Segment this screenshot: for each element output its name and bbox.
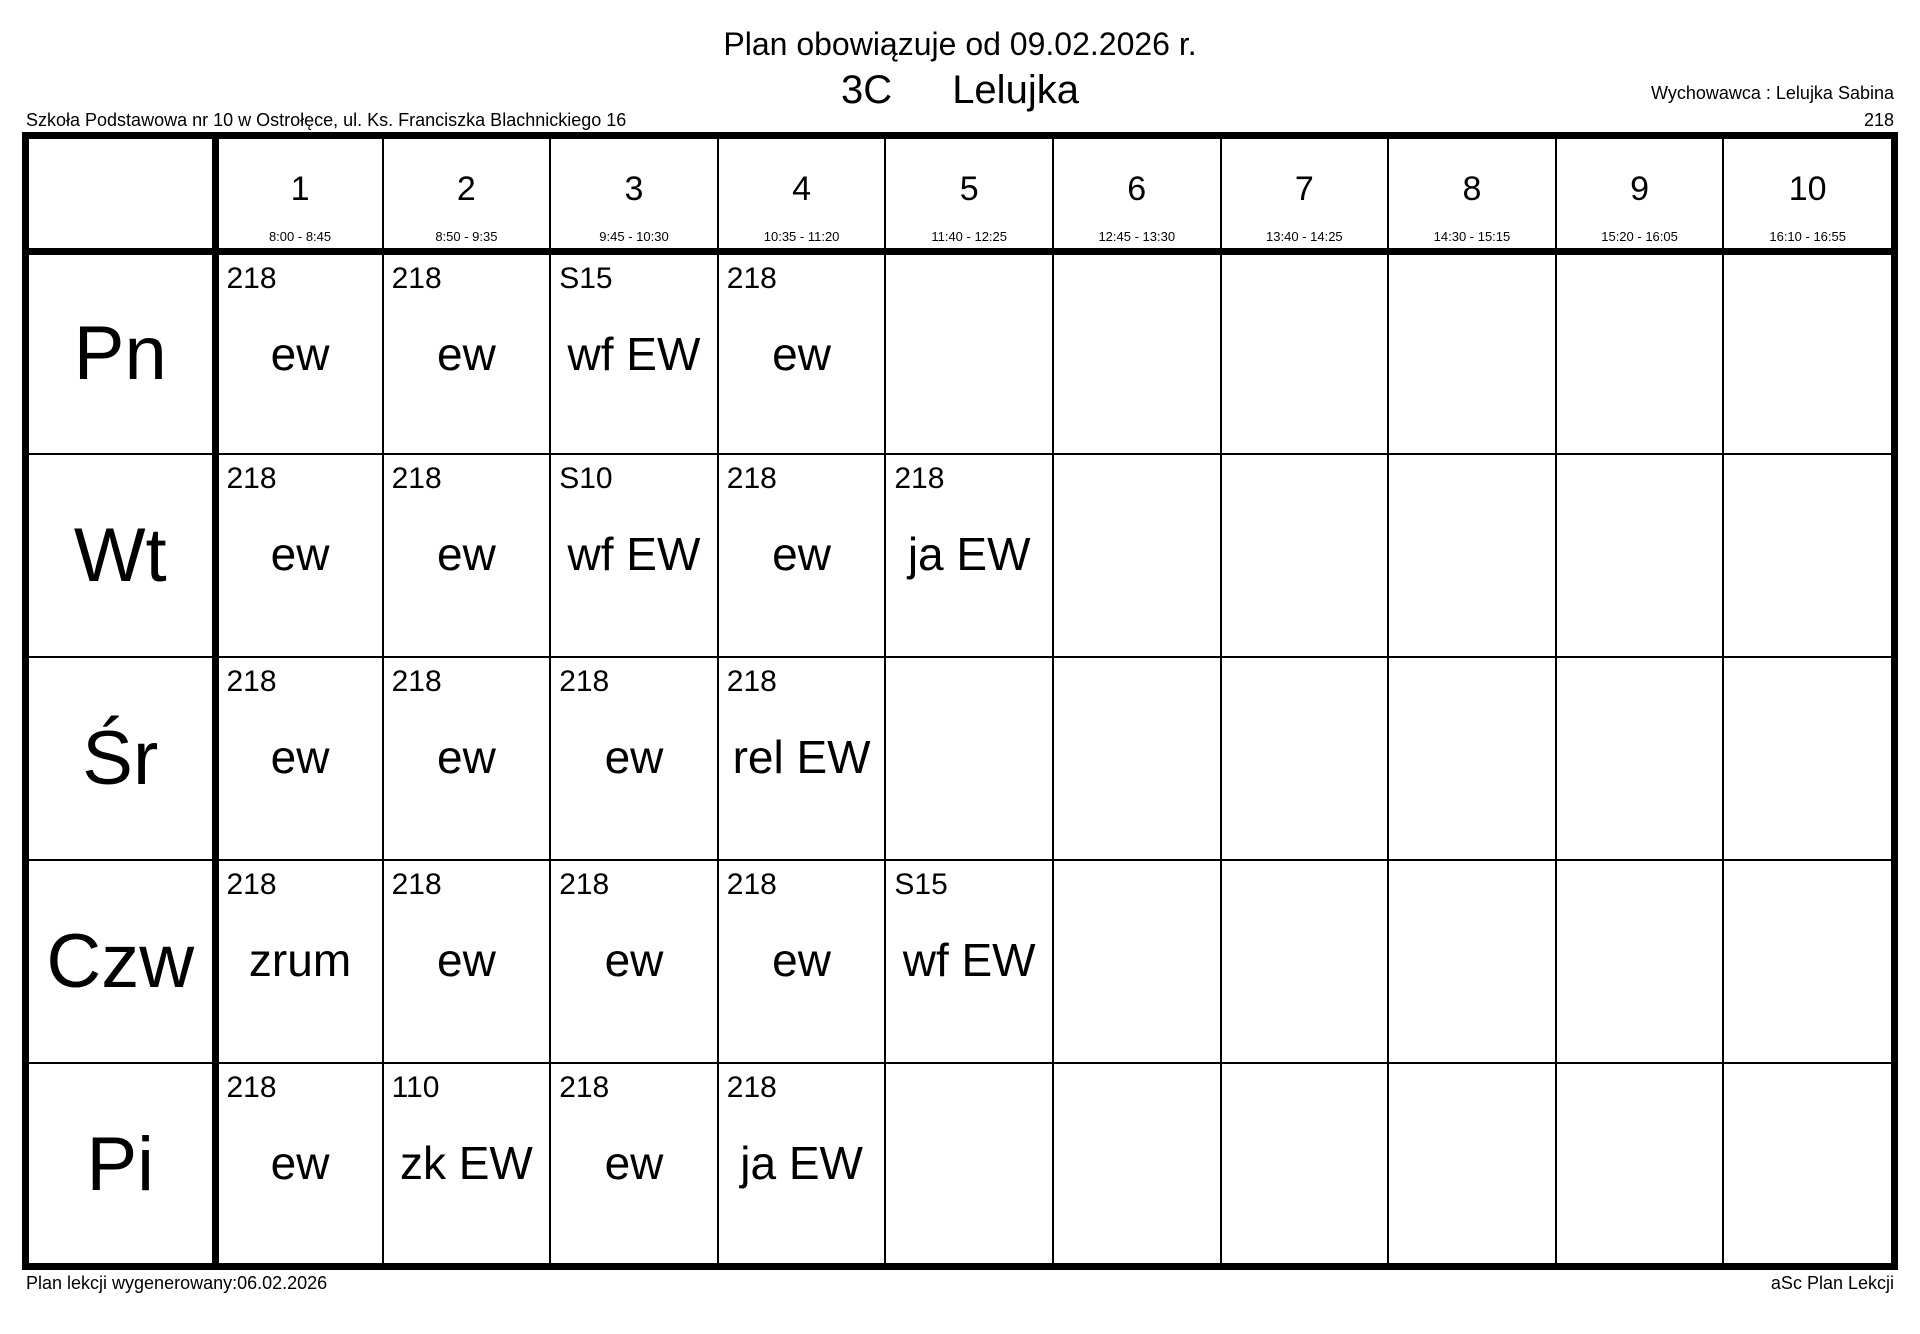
period-header [1388, 139, 1556, 251]
lesson-room: 218 [226, 665, 277, 698]
lesson-subject: ew [270, 327, 330, 380]
lesson-cell [885, 1063, 1053, 1266]
lesson-cell [1053, 860, 1221, 1063]
lesson-cell [1388, 657, 1556, 860]
period-header [885, 139, 1053, 251]
lesson-room: 218 [559, 1071, 610, 1104]
lesson-room: 218 [226, 868, 277, 901]
lesson-subject: ew [604, 934, 664, 986]
plan-title: Plan obowiązuje od 09.02.2026 r. [723, 26, 1197, 62]
lesson-room: 110 [391, 1071, 440, 1104]
lesson-cell [1221, 860, 1389, 1063]
lesson-room: 218 [726, 261, 777, 295]
day-row [29, 454, 1891, 657]
period-time: 15:20 - 16:05 [1601, 229, 1678, 244]
lesson-cell [383, 1063, 551, 1266]
period-header [718, 139, 886, 251]
lesson-cell [1723, 657, 1891, 860]
lesson-cell [1723, 860, 1891, 1063]
lesson-room: 218 [391, 462, 442, 495]
lesson-room: 218 [894, 462, 945, 495]
period-time: 9:45 - 10:30 [599, 229, 669, 244]
lesson-cell [718, 251, 886, 454]
lesson-room: 218 [559, 665, 610, 698]
period-header [1723, 139, 1891, 251]
lesson-cell [1556, 454, 1724, 657]
period-number: 10 [1788, 170, 1827, 208]
day-name: Wt [73, 512, 167, 598]
period-header [1221, 139, 1389, 251]
lesson-cell [718, 860, 886, 1063]
period-header [1556, 139, 1724, 251]
lesson-room: 218 [226, 462, 277, 495]
period-number: 3 [624, 170, 644, 208]
lesson-cell [1053, 657, 1221, 860]
timetable-grid [22, 132, 1898, 1270]
period-time: 8:00 - 8:45 [268, 229, 332, 244]
lesson-cell [1723, 454, 1891, 657]
lesson-cell [718, 454, 886, 657]
lesson-cell [215, 251, 383, 454]
lesson-cell [1388, 251, 1556, 454]
lesson-room: S10 [559, 462, 613, 495]
day-row [29, 251, 1891, 454]
lesson-subject: ew [270, 731, 330, 783]
lesson-subject: ew [270, 528, 330, 580]
lesson-cell [1221, 251, 1389, 454]
period-number: 4 [792, 170, 812, 208]
lesson-cell [1053, 1063, 1221, 1266]
lesson-cell [215, 860, 383, 1063]
day-cell [29, 1063, 215, 1266]
lesson-subject: ew [436, 731, 496, 783]
period-time: 8:50 - 9:35 [435, 229, 498, 244]
lesson-cell [1556, 860, 1724, 1063]
lesson-cell [550, 454, 718, 657]
lesson-cell [1053, 251, 1221, 454]
day-name: Pi [86, 1122, 155, 1207]
lesson-cell [885, 860, 1053, 1063]
period-time: 16:10 - 16:55 [1769, 229, 1846, 244]
period-number: 7 [1294, 170, 1314, 208]
lesson-subject: ew [772, 528, 831, 580]
lesson-room: 218 [726, 462, 777, 495]
class-teacher-short: Lelujka [952, 68, 1079, 112]
lesson-cell [1388, 860, 1556, 1063]
lesson-room: 218 [391, 261, 442, 295]
lesson-cell [1723, 1063, 1891, 1266]
period-header [1053, 139, 1221, 251]
day-row [29, 860, 1891, 1063]
period-header [550, 139, 718, 251]
day-cell [29, 860, 215, 1063]
lesson-cell [383, 454, 551, 657]
school-name: Szkoła Podstawowa nr 10 w Ostrołęce, ul. Ks. Franciszka Blachnickiego 16 [26, 110, 627, 130]
lesson-cell [215, 657, 383, 860]
lesson-cell [383, 657, 551, 860]
day-name: Pn [73, 310, 167, 396]
lesson-cell [1221, 454, 1389, 657]
lesson-cell [1388, 1063, 1556, 1266]
lesson-subject: wf EW [567, 528, 701, 580]
lesson-subject: wf EW [567, 327, 701, 380]
period-number: 8 [1462, 170, 1482, 208]
lesson-cell [885, 657, 1053, 860]
lesson-room: 218 [559, 868, 610, 901]
lesson-cell [383, 860, 551, 1063]
software-name: aSc Plan Lekcji [1770, 1273, 1894, 1293]
lesson-cell [1221, 1063, 1389, 1266]
period-time: 14:30 - 15:15 [1433, 229, 1511, 244]
lesson-subject: zrum [248, 934, 352, 986]
class-teacher: Wychowawca : Lelujka Sabina [1651, 83, 1894, 103]
day-name: Śr [82, 715, 159, 801]
day-cell [29, 657, 215, 860]
period-number: 6 [1127, 170, 1147, 208]
lesson-cell [550, 657, 718, 860]
class-name: 3C [841, 68, 893, 112]
class-heading [0, 66, 1920, 114]
day-cell [29, 251, 215, 454]
period-header [215, 139, 383, 251]
lesson-room: 218 [726, 665, 777, 698]
lesson-cell [550, 1063, 718, 1266]
lesson-subject: ew [270, 1137, 330, 1189]
lesson-subject: rel EW [732, 731, 871, 783]
lesson-subject: ew [436, 934, 496, 986]
lesson-cell [1723, 251, 1891, 454]
lesson-room: S15 [559, 261, 613, 295]
lesson-room: 218 [726, 868, 777, 901]
lesson-subject: ja EW [907, 528, 1031, 580]
lesson-cell [885, 251, 1053, 454]
lesson-room: S15 [894, 868, 948, 901]
lesson-subject: ew [436, 327, 496, 380]
lesson-cell [1556, 1063, 1724, 1266]
period-number: 5 [959, 170, 979, 208]
lesson-subject: ew [772, 934, 831, 986]
period-header [383, 139, 551, 251]
lesson-cell [1053, 454, 1221, 657]
lesson-cell [215, 1063, 383, 1266]
period-number: 9 [1630, 170, 1649, 208]
period-time: 13:40 - 14:25 [1266, 229, 1343, 244]
lesson-subject: ew [604, 731, 664, 783]
lesson-cell [1221, 657, 1389, 860]
lesson-cell [550, 251, 718, 454]
period-number: 1 [290, 170, 310, 208]
class-room: 218 [1863, 110, 1894, 130]
lesson-room: 218 [726, 1071, 777, 1104]
lesson-cell [885, 454, 1053, 657]
corner-cell [29, 139, 215, 251]
lesson-subject: ew [436, 528, 496, 580]
lesson-room: 218 [391, 665, 442, 698]
generated-date: Plan lekcji wygenerowany:06.02.2026 [26, 1273, 328, 1293]
period-number: 2 [456, 170, 476, 208]
period-time: 11:40 - 12:25 [931, 229, 1007, 244]
lesson-cell [1556, 251, 1724, 454]
lesson-cell [718, 657, 886, 860]
timetable [29, 139, 1891, 1266]
lesson-subject: ew [604, 1137, 664, 1189]
lesson-room: 218 [391, 868, 442, 901]
period-time: 10:35 - 11:20 [763, 229, 840, 244]
lesson-cell [215, 454, 383, 657]
period-time: 12:45 - 13:30 [1098, 229, 1176, 244]
lesson-cell [1388, 454, 1556, 657]
lesson-subject: ja EW [740, 1137, 863, 1189]
lesson-room: 218 [226, 261, 277, 295]
lesson-subject: zk EW [399, 1137, 533, 1189]
lesson-cell [1556, 657, 1724, 860]
lesson-cell [383, 251, 551, 454]
period-header-row [29, 139, 1891, 251]
day-row [29, 1063, 1891, 1266]
lesson-subject: ew [772, 327, 831, 380]
day-cell [29, 454, 215, 657]
lesson-cell [550, 860, 718, 1063]
day-row [29, 657, 1891, 860]
lesson-room: 218 [226, 1071, 277, 1104]
lesson-subject: wf EW [902, 934, 1036, 986]
day-name: Czw [46, 918, 195, 1004]
lesson-cell [718, 1063, 886, 1266]
